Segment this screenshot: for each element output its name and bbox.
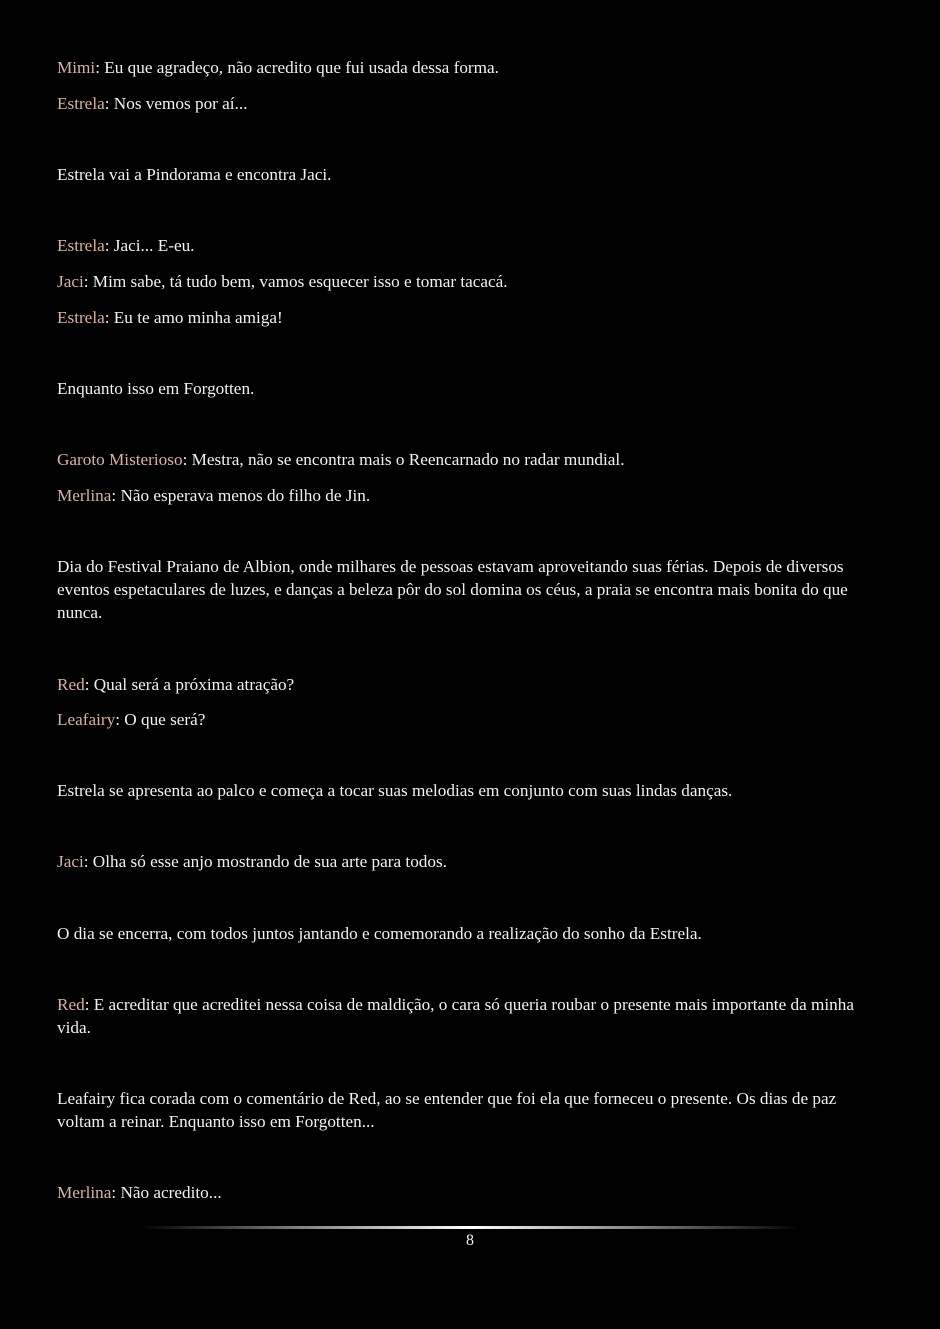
dialogue-line xyxy=(57,484,867,507)
dialogue-text: : Eu que agradeço, não acredito que fui usada dessa forma. xyxy=(95,58,499,77)
speaker-name: Jaci xyxy=(57,852,84,871)
speaker-name: Estrela xyxy=(57,236,105,255)
dialogue-line xyxy=(57,306,867,329)
speaker-name: Estrela xyxy=(57,308,105,327)
dialogue-text: : O que será? xyxy=(115,710,206,729)
speaker-name: Red xyxy=(57,675,85,694)
dialogue-text: : Não acredito... xyxy=(111,1183,222,1202)
narration-paragraph: Estrela se apresenta ao palco e começa a tocar suas melodias em conjunto com suas lindas danças. xyxy=(57,781,733,800)
narration-paragraph: Leafairy fica corada com o comentário de Red, ao se entender que foi ela que forneceu o presente. Os dias de paz voltam a reinar. Enquanto isso em Forgotten... xyxy=(57,1089,837,1131)
dialogue-text: : Mim sabe, tá tudo bem, vamos esquecer isso e tomar tacacá. xyxy=(83,272,508,291)
speaker-name: Estrela xyxy=(57,94,105,113)
narration-paragraph: Estrela vai a Pindorama e encontra Jaci. xyxy=(57,165,332,184)
dialogue-line xyxy=(57,1181,867,1204)
narration-paragraph: Dia do Festival Praiano de Albion, onde milhares de pessoas estavam aproveitando suas férias. Depois de diversos eventos espetaculares de luzes, e danças a beleza pôr do sol domina os céus, a praia se encontra mais bonita do que nunca. xyxy=(57,557,848,622)
dialogue-line xyxy=(57,673,867,696)
footer-divider xyxy=(140,1226,800,1229)
dialogue-line xyxy=(57,92,867,115)
dialogue-text: : E acreditar que acreditei nessa coisa de maldição, o cara só queria roubar o presente mais importante da minha vida. xyxy=(57,995,854,1037)
speaker-name: Merlina xyxy=(57,1183,112,1202)
dialogue-line xyxy=(57,56,867,79)
dialogue-text: : Eu te amo minha amiga! xyxy=(104,308,283,327)
dialogue-line xyxy=(57,234,867,257)
dialogue-text: : Olha só esse anjo mostrando de sua arte para todos. xyxy=(83,852,447,871)
dialogue-line xyxy=(57,850,867,873)
dialogue-line xyxy=(57,448,867,471)
dialogue-line xyxy=(57,270,867,293)
speaker-name: Jaci xyxy=(57,272,84,291)
dialogue-text: : Nos vemos por aí... xyxy=(104,94,248,113)
page-number: 8 xyxy=(466,1232,474,1249)
dialogue-text: : Não esperava menos do filho de Jin. xyxy=(111,486,371,505)
speaker-name: Mimi xyxy=(57,58,96,77)
narration-paragraph: Enquanto isso em Forgotten. xyxy=(57,379,255,398)
dialogue-line xyxy=(57,708,867,731)
speaker-name: Merlina xyxy=(57,486,112,505)
speaker-name: Garoto Misterioso xyxy=(57,450,183,469)
dialogue-text: : Mestra, não se encontra mais o Reencarnado no radar mundial. xyxy=(182,450,625,469)
dialogue-line xyxy=(57,993,869,1039)
dialogue-text: : Jaci... E-eu. xyxy=(104,236,195,255)
speaker-name: Red xyxy=(57,995,85,1014)
narration-paragraph: O dia se encerra, com todos juntos jantando e comemorando a realização do sonho da Estrela. xyxy=(57,924,702,943)
speaker-name: Leafairy xyxy=(57,710,116,729)
dialogue-text: : Qual será a próxima atração? xyxy=(84,675,295,694)
